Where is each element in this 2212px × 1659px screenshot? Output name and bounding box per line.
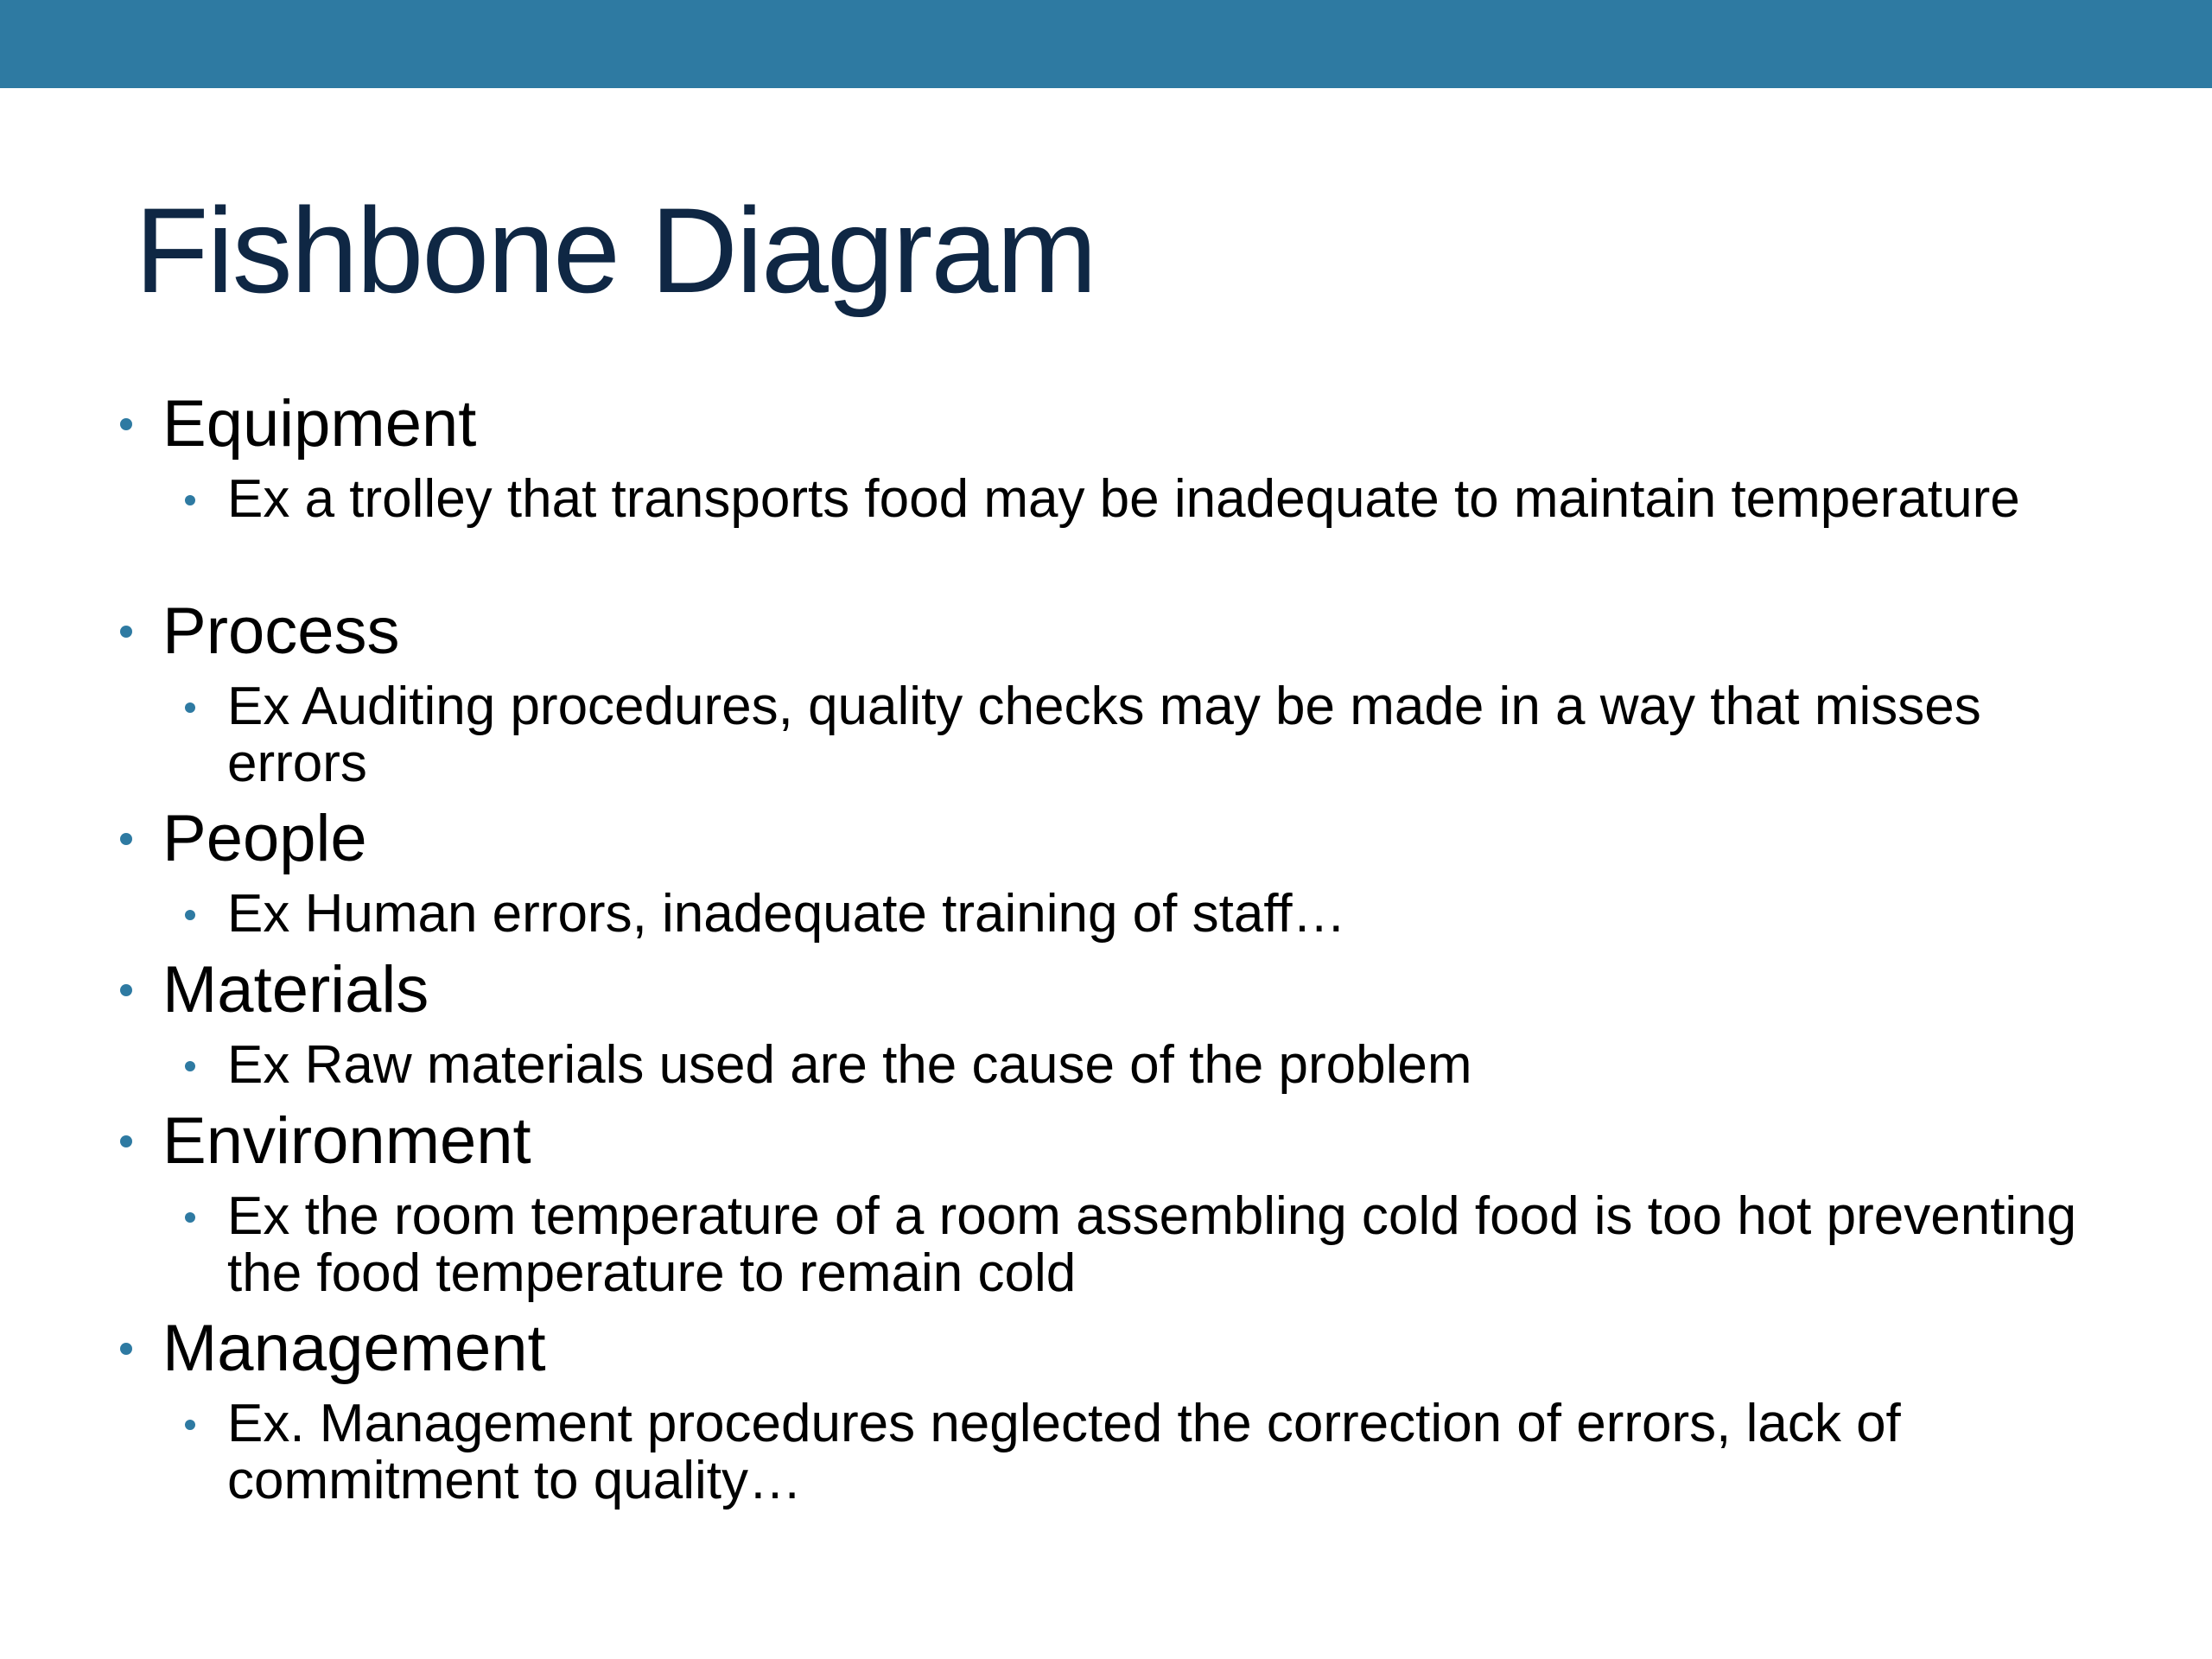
sub-bullet-icon bbox=[185, 1420, 195, 1430]
sub-bullet-icon bbox=[185, 1061, 195, 1071]
bullet-item-management bbox=[0, 1312, 2212, 1386]
sub-bullet-icon bbox=[185, 495, 195, 505]
sub-bullet-icon bbox=[185, 910, 195, 920]
bullet-item-materials bbox=[0, 953, 2212, 1027]
bullet-heading: Process bbox=[162, 594, 400, 668]
sub-bullet-materials bbox=[0, 1037, 2212, 1094]
bullet-heading: People bbox=[162, 802, 367, 875]
sub-bullet-text: Ex Raw materials used are the cause of the problem bbox=[227, 1035, 1472, 1095]
bullet-item-equipment bbox=[0, 387, 2212, 461]
bullet-item-process bbox=[0, 594, 2212, 669]
bullet-icon bbox=[120, 1343, 132, 1355]
sub-bullet-management bbox=[0, 1395, 2212, 1510]
bullet-item-people bbox=[0, 802, 2212, 876]
sub-bullet-text: Ex a trolley that transports food may be inadequate to maintain temperature bbox=[227, 469, 2020, 529]
bullet-icon bbox=[120, 626, 132, 638]
sub-bullet-text: Ex the room temperature of a room assembling cold food is too hot preventing the food temperature to remain cold bbox=[227, 1186, 2077, 1303]
sub-bullet-environment bbox=[0, 1188, 2212, 1302]
sub-bullet-text: Ex Human errors, inadequate training of staff… bbox=[227, 884, 1346, 944]
bullet-heading: Materials bbox=[162, 953, 429, 1027]
bullet-icon bbox=[120, 418, 132, 430]
sub-bullet-icon bbox=[185, 702, 195, 713]
sub-bullet-text: Ex. Management procedures neglected the correction of errors, lack of commitment to quality… bbox=[227, 1394, 1901, 1510]
sub-bullet-process bbox=[0, 678, 2212, 792]
bullet-icon bbox=[120, 1135, 132, 1147]
bullet-heading: Management bbox=[162, 1312, 546, 1385]
sub-bullet-people bbox=[0, 886, 2212, 943]
bullet-icon bbox=[120, 984, 132, 996]
bullet-icon bbox=[120, 833, 132, 845]
slide-title: Fishbone Diagram bbox=[135, 182, 1096, 318]
bullet-item-environment bbox=[0, 1104, 2212, 1179]
sub-bullet-text: Ex Auditing procedures, quality checks may be made in a way that misses errors bbox=[227, 677, 1981, 793]
bullet-heading: Environment bbox=[162, 1104, 531, 1178]
sub-bullet-equipment bbox=[0, 471, 2212, 585]
sub-bullet-icon bbox=[185, 1212, 195, 1223]
bullet-heading: Equipment bbox=[162, 387, 477, 461]
